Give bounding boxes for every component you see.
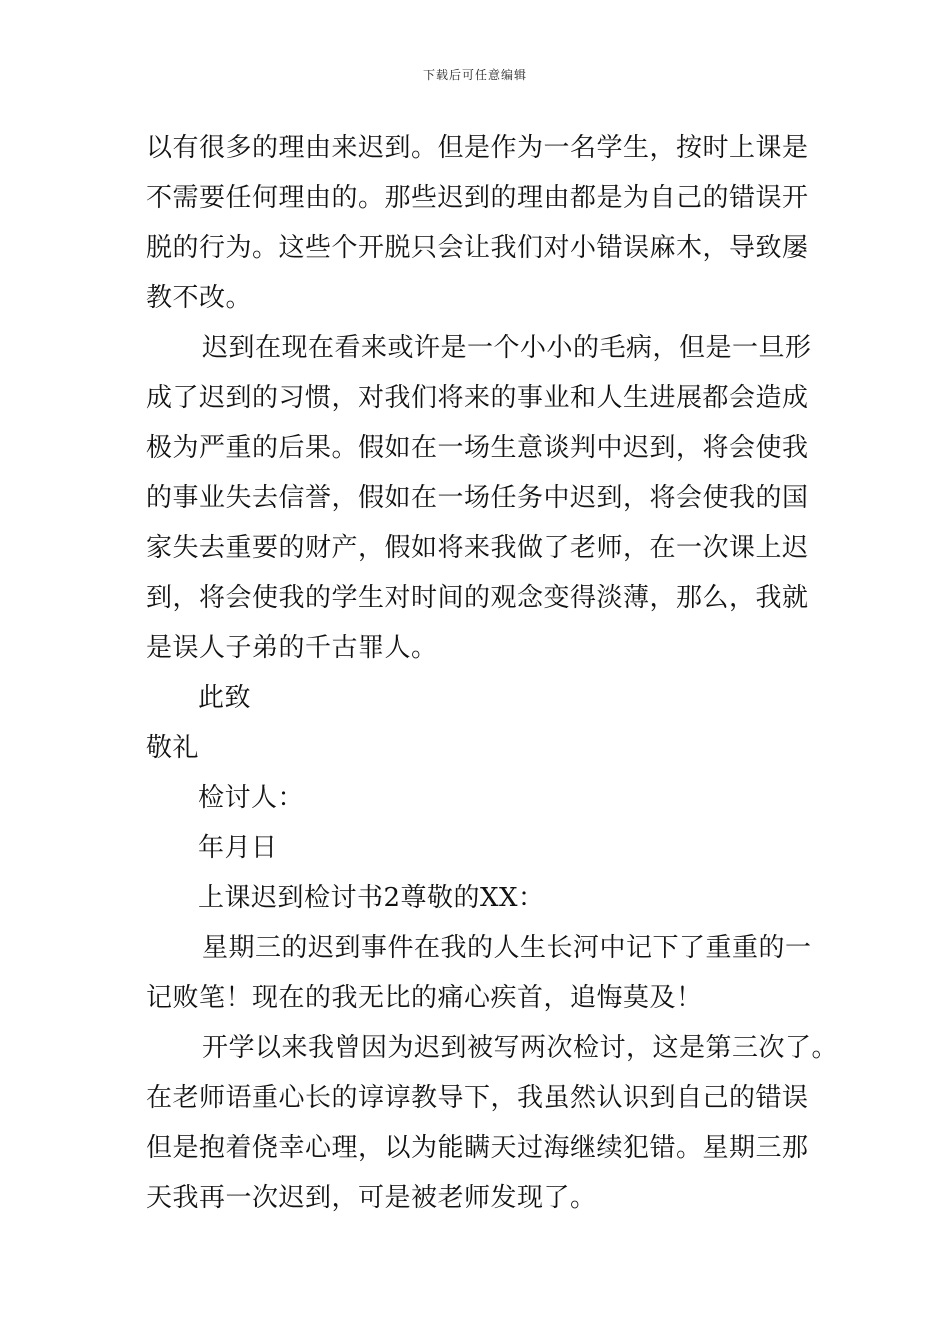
paragraph-line: 教不改。 <box>146 283 253 313</box>
paragraph-line: 极为严重的后果。假如在一场生意谈判中迟到，将会使我 <box>146 433 809 463</box>
paragraph-line: 脱的行为。这些个开脱只会让我们对小错误麻木，导致屡 <box>146 233 809 263</box>
paragraph-line: 的事业失去信誉，假如在一场任务中迟到，将会使我的国 <box>146 483 809 513</box>
closing-regards: 敬礼 <box>146 733 200 763</box>
section-title: 上课迟到检讨书2尊敬的XX： <box>198 883 545 913</box>
paragraph-line: 星期三的迟到事件在我的人生长河中记下了重重的一 <box>202 933 812 963</box>
paragraph-line: 到，将会使我的学生对时间的观念变得淡薄，那么，我就 <box>146 583 809 613</box>
paragraph-line: 天我再一次迟到，可是被老师发现了。 <box>146 1183 597 1213</box>
paragraph-line: 但是抱着侥幸心理，以为能瞒天过海继续犯错。星期三那 <box>146 1133 809 1163</box>
paragraph-line: 记败笔！现在的我无比的痛心疾首，追悔莫及！ <box>146 983 703 1013</box>
paragraph-line: 是误人子弟的千古罪人。 <box>146 633 438 663</box>
paragraph-line: 在老师语重心长的谆谆教导下，我虽然认识到自己的错误 <box>146 1083 809 1113</box>
date-label: 年月日 <box>198 833 278 863</box>
paragraph-line: 以有很多的理由来迟到。但是作为一名学生，按时上课是 <box>146 133 809 163</box>
paragraph-line: 开学以来我曾因为迟到被写两次检讨，这是第三次了。 <box>202 1033 839 1063</box>
paragraph-line: 成了迟到的习惯，对我们将来的事业和人生进展都会造成 <box>146 383 809 413</box>
page-header: 下载后可任意编辑 <box>422 68 527 82</box>
document-body <box>146 123 839 1223</box>
paragraph-line: 迟到在现在看来或许是一个小小的毛病，但是一旦形 <box>202 333 812 363</box>
closing-salutation: 此致 <box>198 683 252 713</box>
paragraph-line: 不需要任何理由的。那些迟到的理由都是为自己的错误开 <box>146 183 809 213</box>
paragraph-line: 家失去重要的财产，假如将来我做了老师，在一次课上迟 <box>146 533 809 563</box>
signature-label: 检讨人： <box>198 783 305 813</box>
